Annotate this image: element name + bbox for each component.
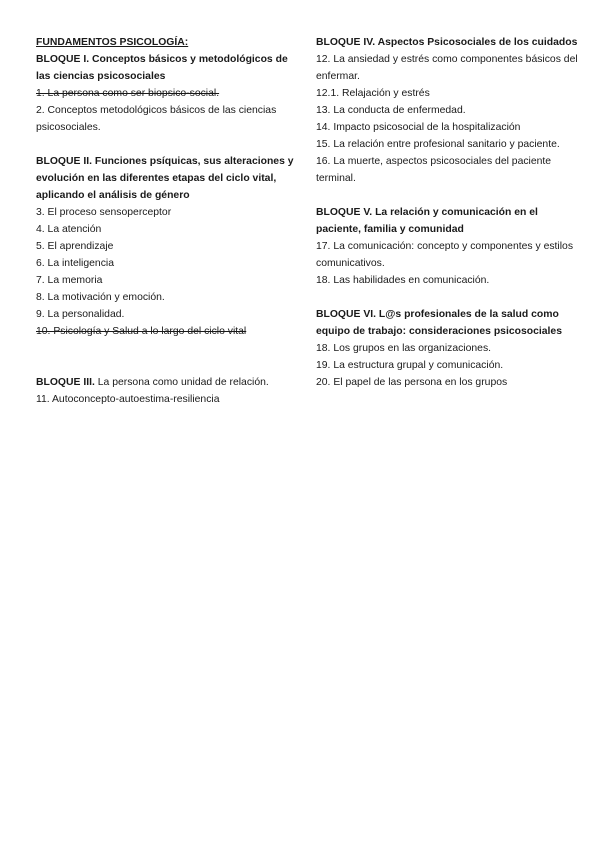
right-column (316, 34, 578, 391)
block-5-heading: BLOQUE V. La relación y comunicación en el paciente, familia y comunidad (316, 207, 538, 235)
block-6-heading: BLOQUE VI. L@s profesionales de la salud como equipo de trabajo: consideraciones psicosociales (316, 309, 562, 337)
block-4-item: 15. La relación entre profesional sanitario y paciente. (316, 139, 560, 150)
block-4-item: 12.1. Relajación y estrés (316, 88, 430, 99)
block-2-item: 8. La motivación y emoción. (36, 292, 165, 303)
block-5-item: 18. Las habilidades en comunicación. (316, 275, 490, 286)
block-2-item: 6. La inteligencia (36, 258, 114, 269)
block-5-item: 17. La comunicación: concepto y componentes y estilos comunicativos. (316, 241, 574, 269)
block-4-heading: BLOQUE IV. Aspectos Psicosociales de los cuidados (316, 37, 578, 48)
block-2-item: 5. El aprendizaje (36, 241, 114, 252)
spacer (316, 289, 578, 306)
block-4-item: 12. La ansiedad y estrés como componentes básicos del enfermar. (316, 54, 578, 82)
block-6-item: 19. La estructura grupal y comunicación. (316, 360, 504, 371)
spacer (316, 187, 578, 204)
block-3-heading (36, 374, 298, 391)
left-column (36, 34, 298, 408)
block-4-item: 14. Impacto psicosocial de la hospitalización (316, 122, 521, 133)
block-2-item: 7. La memoria (36, 275, 103, 286)
block-3-item-11: 11. Autoconcepto-autoestima-resiliencia (36, 394, 220, 405)
block-4-item: 16. La muerte, aspectos psicosociales del paciente terminal. (316, 156, 552, 184)
block-1-item-2: 2. Conceptos metodológicos básicos de las ciencias psicosociales. (36, 105, 277, 133)
block-2-item: 3. El proceso sensoperceptor (36, 207, 172, 218)
spacer (36, 136, 298, 153)
block-1-item-1: 1. La persona como ser biopsico-social. (36, 88, 220, 99)
block-3-heading-label: BLOQUE III. (36, 377, 95, 388)
block-2-heading: BLOQUE II. Funciones psíquicas, sus alteraciones y evolución en las diferentes etapas del ciclo vital, aplicando el análisis de género (36, 156, 294, 201)
document-title: FUNDAMENTOS PSICOLOGÍA: (36, 37, 189, 48)
block-1-heading: BLOQUE I. Conceptos básicos y metodológicos de las ciencias psicosociales (36, 54, 288, 82)
block-3-heading-text: La persona como unidad de relación. (94, 377, 269, 388)
block-2-item: 4. La atención (36, 224, 102, 235)
block-4-item: 13. La conducta de enfermedad. (316, 105, 466, 116)
block-6-item: 20. El papel de las persona en los grupos (316, 377, 508, 388)
block-2-item-10: 10. Psicología y Salud a lo largo del ciclo vital (36, 326, 247, 337)
block-2-item: 9. La personalidad. (36, 309, 125, 320)
spacer (36, 340, 298, 374)
block-6-item: 18. Los grupos en las organizaciones. (316, 343, 492, 354)
